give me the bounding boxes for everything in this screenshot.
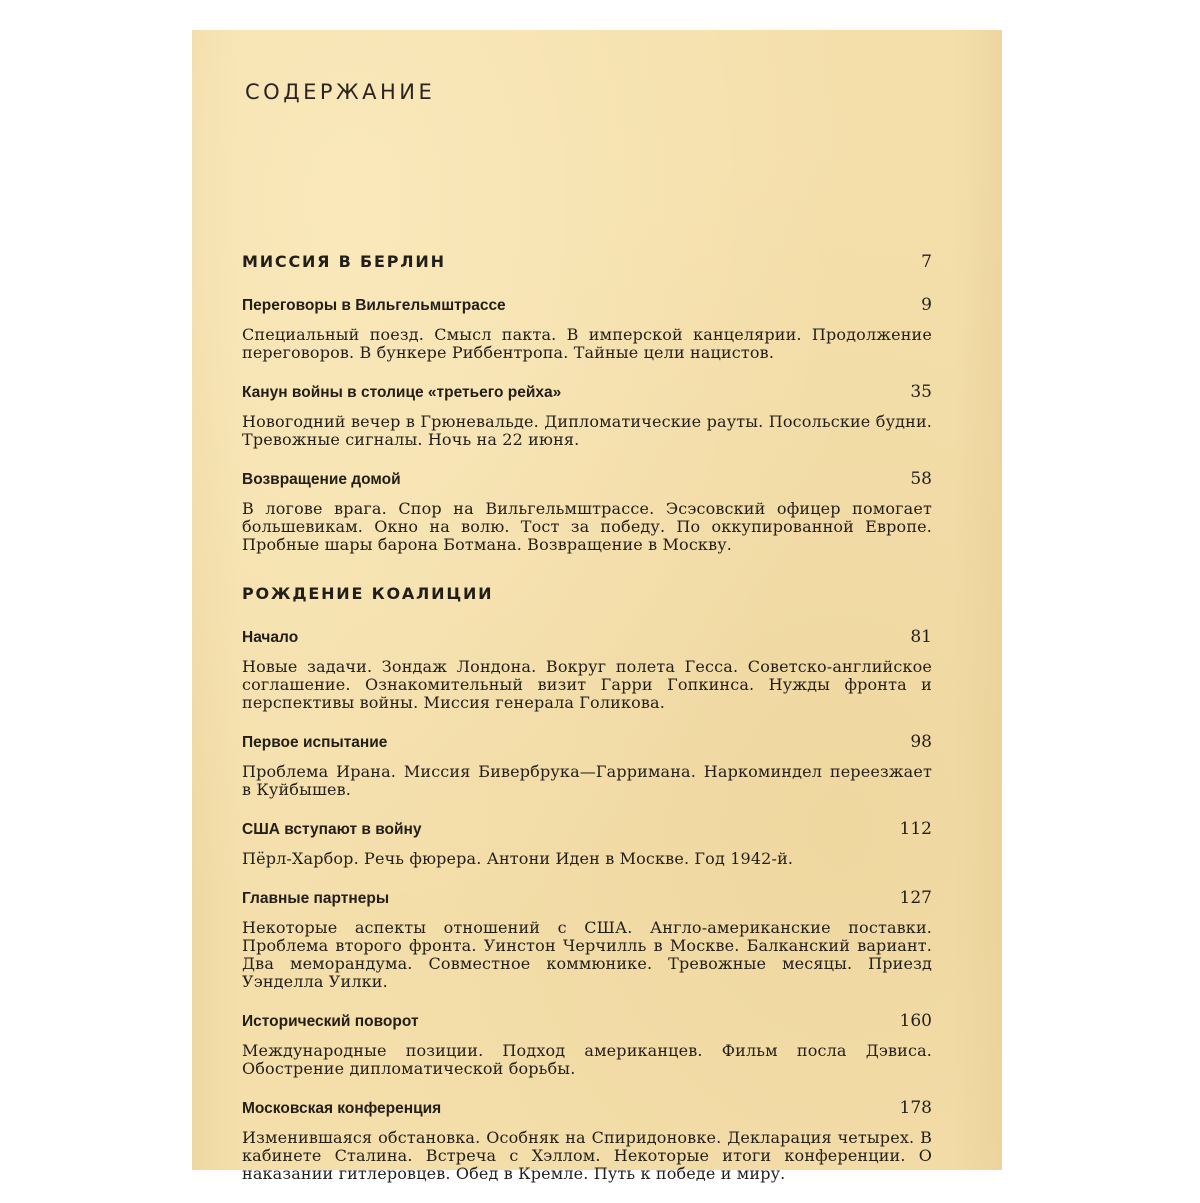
section-description: Специальный поезд. Смысл пакта. В имперской канцелярии. Продолжение переговоров. В бункере Риббентропа. Тайные цели нацистов. <box>242 325 932 362</box>
part-page-number: 7 <box>921 252 932 272</box>
section-description: Некоторые аспекты отношений с США. Англо-американские поставки. Проблема второго фронта. Уинстон Черчилль в Москве. Балканский вариант. Два меморандума. Совместное коммюнике. Тревожные месяцы. Приезд Уэнделла Уилки. <box>242 918 932 991</box>
section-description: Новые задачи. Зондаж Лондона. Вокруг полета Гесса. Советско-английское соглашение. Ознакомительный визит Гарри Гопкинса. Нужды фронта и перспективы войны. Миссия генерала Голикова. <box>242 657 932 712</box>
section-heading <box>242 819 932 840</box>
section-heading <box>242 888 932 909</box>
part-title: МИССИЯ В БЕРЛИН <box>242 252 446 271</box>
section-title: Канун войны в столице «третьего рейха» <box>242 384 562 401</box>
section-page-number: 178 <box>899 1098 932 1118</box>
section-description: Международные позиции. Подход американцев. Фильм посла Дэвиса. Обострение дипломатической борьбы. <box>242 1041 932 1078</box>
section-page-number: 160 <box>899 1011 932 1031</box>
section-description: Новогодний вечер в Грюневальде. Дипломатические рауты. Посольские будни. Тревожные сигналы. Ночь на 22 июня. <box>242 412 932 449</box>
section-page-number: 112 <box>899 819 932 839</box>
page-title: СОДЕРЖАНИЕ <box>245 80 436 104</box>
book-page <box>192 30 1002 1183</box>
section-page-number: 81 <box>910 627 932 647</box>
section-title: Московская конференция <box>242 1100 442 1117</box>
section-title: Первое испытание <box>242 734 388 751</box>
section-title: Начало <box>242 629 299 646</box>
part-heading <box>242 252 932 276</box>
section-page-number: 9 <box>921 295 932 315</box>
section-title: США вступают в войну <box>242 821 422 838</box>
section-description: Изменившаяся обстановка. Особняк на Спиридоновке. Декларация четырех. В кабинете Сталина. Встреча с Хэллом. Некоторые итоги конференции. О наказании гитлеровцев. Обед в Кремле. Путь к победе и миру. <box>242 1128 932 1183</box>
section-description: Пёрл-Харбор. Речь фюрера. Антони Иден в Москве. Год 1942-й. <box>242 849 794 868</box>
section-description: В логове врага. Спор на Вильгельмштрассе. Эсэсовский офицер помогает большевикам. Окно на волю. Тост за победу. По оккупированной Европе. Пробные шары барона Ботмана. Возвращение в Москву. <box>242 499 932 554</box>
section-title: Переговоры в Вильгельмштрассе <box>242 297 506 314</box>
part-title: РОЖДЕНИЕ КОАЛИЦИИ <box>242 584 494 603</box>
section-page-number: 98 <box>910 732 932 752</box>
section-heading <box>242 469 932 490</box>
section-page-number: 127 <box>899 888 932 908</box>
section-heading <box>242 295 932 316</box>
section-title: Главные партнеры <box>242 890 390 907</box>
section-title: Исторический поворот <box>242 1013 419 1030</box>
section-page-number: 58 <box>910 469 932 489</box>
section-page-number: 35 <box>910 382 932 402</box>
section-heading <box>242 627 932 648</box>
part-heading <box>242 584 932 608</box>
section-title: Возвращение домой <box>242 471 401 488</box>
section-heading <box>242 382 932 403</box>
section-heading <box>242 732 932 753</box>
section-description: Проблема Ирана. Миссия Бивербрука—Гарримана. Наркоминдел переезжает в Куйбышев. <box>242 762 932 799</box>
section-heading <box>242 1011 932 1032</box>
section-heading <box>242 1098 932 1119</box>
table-of-contents <box>242 252 932 1203</box>
